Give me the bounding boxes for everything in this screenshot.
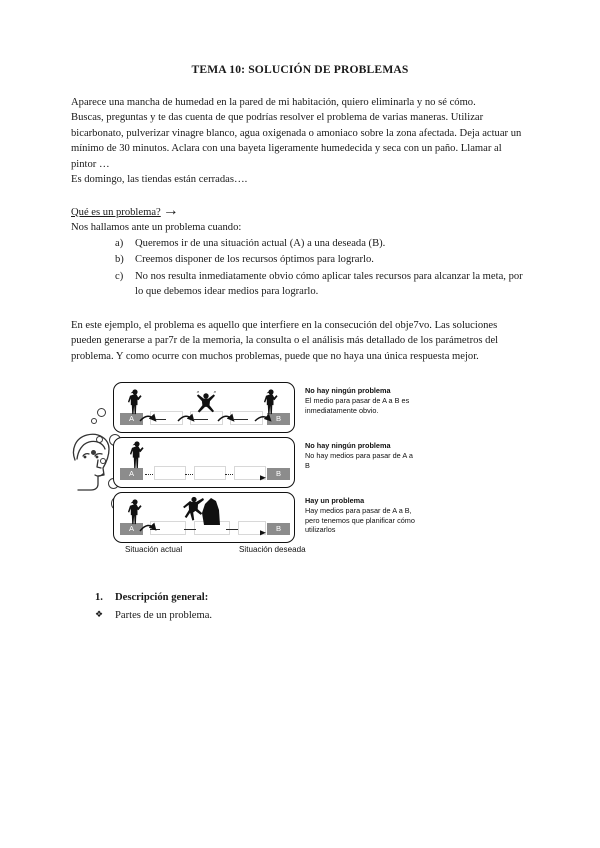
diagram-caption [305, 492, 419, 535]
point-a-label: A [120, 413, 143, 425]
outline-list [71, 590, 529, 624]
outline-bullet-label: Partes de un problema. [115, 610, 213, 622]
diagram-panel [113, 492, 295, 543]
point-a-label: A [120, 523, 143, 535]
point-b-label: B [267, 523, 290, 535]
caption-body: No hay medios para pasar de A a B [305, 451, 413, 470]
caption-title: No hay ningún problema [305, 386, 391, 396]
problem-conditions-list [71, 236, 529, 300]
axis-label-current-situation: Situación actual [125, 545, 183, 555]
caption-body: Hay medios para pasar de A a B, pero tenemos que planificar cómo utilizarlos [305, 506, 415, 535]
list-item-marker: a) [115, 237, 124, 249]
point-b-label: B [267, 468, 290, 480]
outline-bullet-parts [71, 608, 529, 624]
list-item [115, 252, 529, 268]
diagram-panel [113, 437, 295, 488]
person-standing-icon [128, 388, 142, 420]
person-standing-icon [128, 498, 142, 530]
outline-item-label: Descripción general: [115, 592, 209, 604]
point-b-label: B [267, 413, 290, 425]
list-item-label: Creemos disponer de los recursos óptimos para lograrlo. [135, 254, 374, 266]
caption-title: Hay un problema [305, 496, 365, 506]
diagram-rows [113, 382, 421, 547]
section-question-heading [71, 202, 529, 221]
outline-item-number: 1. [95, 592, 103, 604]
diagram-caption [305, 437, 419, 470]
diamond-bullet-icon: ❖ [95, 609, 104, 620]
page-title: TEMA 10: SOLUCIÓN DE PROBLEMAS [191, 63, 409, 76]
list-item-label: No nos resulta inmediatamente obvio cómo aplicar tales recursos para alcanzar la meta, por lo que debemos idear medios para lograrlo. [135, 270, 523, 298]
example-paragraph: En este ejemplo, el problema es aquello que interfiere en la consecución del obje7vo. Las soluciones pueden generarse a par7r de la memoria, la consulta o el análisis más detallado de los parámetros del problema. Y como ocurre con muchos problemas, puede que no haya una única respuesta mejor. [71, 319, 499, 362]
list-item [115, 236, 529, 252]
diagram-row [113, 492, 421, 543]
caption-title: No hay ningún problema [305, 441, 391, 451]
diagram-caption [305, 382, 419, 415]
axis-label-desired-situation: Situación deseada [239, 545, 306, 555]
intro-paragraph-1: Aparece una mancha de humedad en la pared de mi habitación, quiero eliminarla y no sé cómo. [71, 96, 476, 108]
section-question-heading-text: Qué es un problema? [71, 206, 161, 218]
outline-item-description [71, 590, 529, 606]
section-question-lead-in: Nos hallamos ante un problema cuando: [71, 222, 242, 234]
caption-body: El medio para pasar de A a B es inmediatamente obvio. [305, 396, 410, 415]
intro-paragraph-2: Buscas, preguntas y te das cuenta de que podrías resolver el problema de varias maneras. Utilizar bicarbonato, pulverizar vinagre blanco, agua oxigenada o amoniaco sobre la zona afectada. Deja actuar un mínimo de 30 minutos. Aclara con una bayeta ligeramente humedecida y seca con un paño. Llamar al pintor … [71, 112, 522, 170]
intro-paragraph-3: Es domingo, las tiendas están cerradas…. [71, 174, 248, 186]
document-content [71, 62, 529, 624]
list-item-label: Queremos ir de una situación actual (A) a una deseada (B). [135, 237, 386, 249]
spacer [71, 188, 529, 202]
list-item-marker: c) [115, 270, 124, 282]
climber-on-rock-icon [180, 493, 222, 530]
person-standing-icon [130, 440, 144, 475]
person-standing-icon [264, 388, 278, 420]
right-arrow-icon: → [162, 201, 179, 219]
spacer [71, 301, 529, 318]
diagram-row [113, 382, 421, 433]
list-item-marker: b) [115, 254, 124, 266]
problem-diagram [65, 382, 421, 570]
point-a-label: A [120, 468, 143, 480]
diagram-panel [113, 382, 295, 433]
diagram-row [113, 437, 421, 488]
list-item [115, 269, 529, 300]
person-jumping-icon [192, 389, 220, 418]
